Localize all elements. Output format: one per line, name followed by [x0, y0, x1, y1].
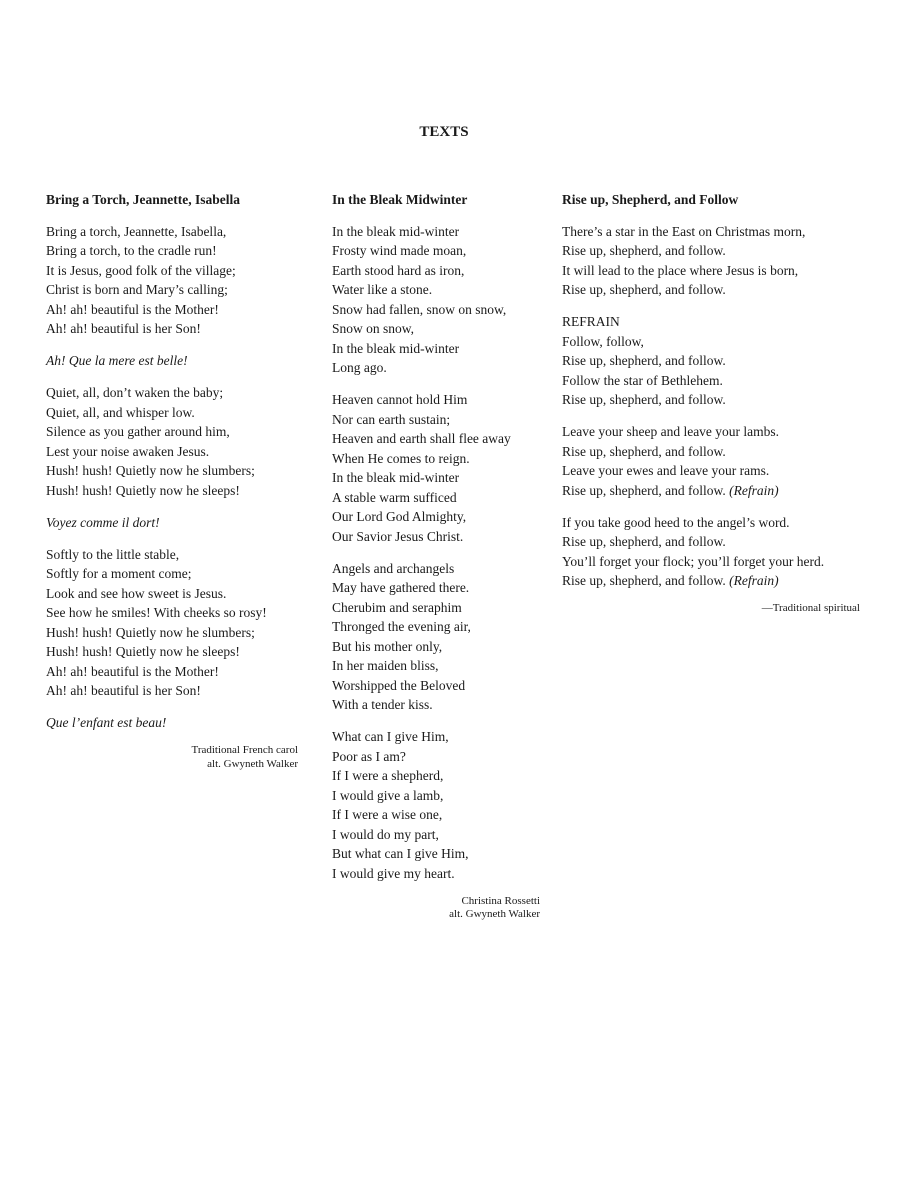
verse-line: In the bleak mid-winter	[332, 470, 460, 485]
verse-line	[562, 422, 860, 442]
verse-line-text: Rise up, shepherd, and follow.	[562, 243, 726, 258]
italic-refrain	[46, 351, 298, 371]
verse-line: Earth stood hard as iron,	[332, 262, 465, 278]
verse-line-text: Rise up, shepherd, and follow.	[562, 282, 726, 297]
stanza	[562, 222, 860, 300]
poem-rise-up-shepherd	[562, 190, 860, 616]
verse-line: Poor as I am?	[332, 748, 406, 764]
attribution-line: Traditional French carol	[191, 744, 298, 756]
verse-line	[562, 280, 860, 300]
verse-line: Snow had fallen, snow on snow,	[332, 301, 507, 317]
verse-line: Ah! ah! beautiful is the Mother!	[46, 301, 219, 317]
verse-line	[562, 312, 860, 332]
verse-line: Lest your noise awaken Jesus.	[46, 443, 210, 459]
verse-line: Thronged the evening air,	[332, 619, 471, 634]
verse-line: In the bleak mid-winter	[332, 340, 460, 356]
verse-line: But his mother only,	[332, 638, 443, 654]
verse-line-text: If you take good heed to the angel’s word.	[562, 514, 790, 530]
verse-line-text: Follow, follow,	[562, 333, 644, 349]
attribution	[46, 744, 298, 771]
verse-line: Silence as you gather around him,	[46, 424, 230, 439]
verse-line: Hush! hush! Quietly now he sleeps!	[46, 482, 240, 498]
verse-line-text: Follow the star of Bethlehem.	[562, 372, 723, 388]
verse-line: See how he smiles! With cheeks so rosy!	[46, 605, 267, 620]
verse-line: Ah! ah! beautiful is her Son!	[46, 683, 201, 698]
stanza	[332, 727, 540, 883]
verse-line: Worshipped the Beloved	[332, 677, 466, 693]
verse-line	[562, 222, 860, 242]
italic-refrain	[46, 513, 298, 533]
verse-line-text: Rise up, shepherd, and follow.	[562, 392, 726, 407]
verse-line: Christ is born and Mary’s calling;	[46, 282, 228, 297]
attribution	[332, 895, 540, 922]
attribution-line: —Traditional spiritual	[761, 602, 860, 614]
stanza	[46, 222, 298, 339]
verse-line: Ah! Que la mere est belle!	[46, 353, 188, 368]
verse-line: Heaven and earth shall flee away	[332, 431, 511, 446]
verse-line: Voyez comme il dort!	[46, 514, 160, 530]
page-title: TEXTS	[419, 124, 469, 140]
italic-refrain	[46, 713, 298, 733]
verse-line: If I were a shepherd,	[332, 768, 444, 783]
stanza	[332, 222, 540, 378]
verse-line: Water like a stone.	[332, 282, 433, 297]
verse-line	[562, 552, 860, 572]
verse-line: Bring a torch, to the cradle run!	[46, 243, 217, 258]
verse-line: It is Jesus, good folk of the village;	[46, 262, 236, 278]
verse-line-text: Rise up, shepherd, and follow.	[562, 482, 726, 498]
stanza	[562, 513, 860, 591]
poem-title: In the Bleak Midwinter	[332, 192, 468, 207]
verse-line: Cherubim and seraphim	[332, 599, 462, 615]
verse-line	[562, 571, 860, 591]
attribution-line: Christina Rossetti	[461, 894, 540, 907]
verse-line	[562, 532, 860, 552]
verse-line: If I were a wise one,	[332, 807, 443, 822]
verse-line: I would do my part,	[332, 826, 439, 842]
verse-line: Our Savior Jesus Christ.	[332, 528, 464, 544]
verse-line: What can I give Him,	[332, 729, 449, 744]
verse-line-text: Leave your sheep and leave your lambs.	[562, 424, 780, 439]
poem-title: Bring a Torch, Jeannette, Isabella	[46, 192, 241, 207]
verse-line: Hush! hush! Quietly now he sleeps!	[46, 644, 240, 659]
stanza	[332, 559, 540, 715]
stanza	[46, 545, 298, 701]
verse-line-text: Rise up, shepherd, and follow.	[562, 534, 726, 549]
verse-line: Ah! ah! beautiful is her Son!	[46, 321, 201, 336]
verse-line: Nor can earth sustain;	[332, 411, 451, 427]
attribution	[562, 602, 860, 616]
verse-line: Que l’enfant est beau!	[46, 715, 167, 730]
verse-line	[562, 371, 860, 391]
verse-line: May have gathered there.	[332, 580, 470, 595]
verse-line	[562, 513, 860, 533]
verse-line: Ah! ah! beautiful is the Mother!	[46, 663, 219, 679]
verse-line: Quiet, all, and whisper low.	[46, 404, 195, 420]
verse-line	[562, 261, 860, 281]
verse-line: In her maiden bliss,	[332, 658, 439, 673]
poem-bring-a-torch	[46, 190, 298, 771]
verse-line: Our Lord God Almighty,	[332, 509, 467, 524]
verse-line: I would give my heart.	[332, 865, 455, 881]
verse-line: In the bleak mid-winter	[332, 223, 460, 239]
verse-line: Snow on snow,	[332, 321, 415, 336]
verse-line	[562, 390, 860, 410]
verse-line: Softly for a moment come;	[46, 566, 192, 581]
verse-line	[562, 461, 860, 481]
verse-line: Frosty wind made moan,	[332, 243, 467, 258]
verse-line: Heaven cannot hold Him	[332, 392, 468, 407]
stanza	[562, 312, 860, 410]
verse-line-text: It will lead to the place where Jesus is born,	[562, 262, 799, 278]
verse-line-text: You’ll forget your flock; you’ll forget your herd.	[562, 553, 825, 569]
attribution-line: alt. Gwyneth Walker	[449, 908, 540, 920]
stanza	[46, 383, 298, 500]
verse-line: When He comes to reign.	[332, 450, 470, 466]
verse-line: Long ago.	[332, 360, 387, 375]
verse-line-text: Leave your ewes and leave your rams.	[562, 463, 770, 478]
verse-line-text: Rise up, shepherd, and follow.	[562, 573, 726, 588]
verse-line: Hush! hush! Quietly now he slumbers;	[46, 463, 255, 478]
verse-line-text: Rise up, shepherd, and follow.	[562, 443, 726, 459]
attribution-line: alt. Gwyneth Walker	[207, 757, 298, 770]
verse-line: But what can I give Him,	[332, 846, 469, 861]
refrain-note: (Refrain)	[729, 482, 779, 498]
poem-title: Rise up, Shepherd, and Follow	[562, 192, 739, 207]
verse-line-text: There’s a star in the East on Christmas morn,	[562, 223, 806, 239]
stanza	[332, 390, 540, 546]
verse-line: Bring a torch, Jeannette, Isabella,	[46, 223, 227, 239]
verse-line: I would give a lamb,	[332, 787, 444, 803]
verse-line	[562, 332, 860, 352]
verse-line: A stable warm sufficed	[332, 489, 457, 505]
verse-line: Look and see how sweet is Jesus.	[46, 585, 227, 601]
verse-line	[562, 442, 860, 462]
verse-line: Quiet, all, don’t waken the baby;	[46, 385, 224, 400]
refrain-note: (Refrain)	[729, 573, 779, 588]
verse-line-text: Rise up, shepherd, and follow.	[562, 353, 726, 368]
stanza	[562, 422, 860, 500]
verse-line: Angels and archangels	[332, 560, 455, 576]
verse-line: Hush! hush! Quietly now he slumbers;	[46, 624, 255, 640]
verse-line: With a tender kiss.	[332, 697, 433, 712]
poem-bleak-midwinter	[332, 190, 540, 922]
verse-line	[562, 351, 860, 371]
verse-line: Softly to the little stable,	[46, 546, 180, 562]
verse-line	[562, 241, 860, 261]
verse-line	[562, 481, 860, 501]
verse-line-text: REFRAIN	[562, 314, 620, 329]
